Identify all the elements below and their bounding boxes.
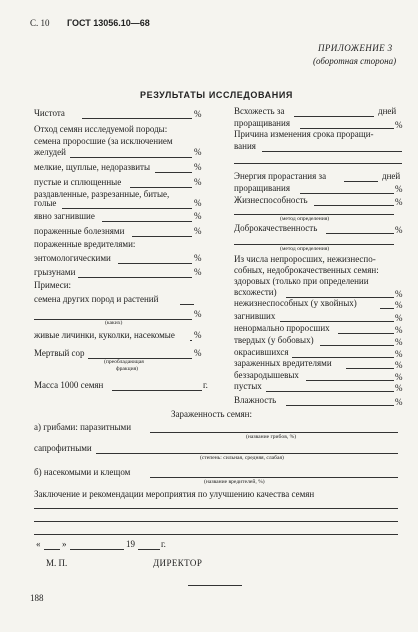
conclusion-line-1[interactable] (34, 508, 398, 509)
conclusion-line-3[interactable] (34, 534, 398, 535)
humidity-label: Влажность (234, 395, 277, 405)
rodents-line[interactable] (78, 277, 192, 278)
pct: % (395, 383, 403, 393)
grams: г. (203, 380, 208, 390)
viability-label: Жизнеспособность (234, 195, 308, 205)
pct: % (194, 211, 202, 221)
hard-label: твердых (у бобовых) (234, 335, 314, 345)
gost-number: ГОСТ 13056.10—68 (67, 18, 150, 28)
acorns-line[interactable] (70, 157, 192, 158)
entomo-label: энтомологическими (34, 253, 111, 263)
insects-label: живые личинки, куколки, насекомые (34, 330, 175, 340)
appendix-subtitle: (оборотная сторона) (313, 56, 397, 66)
conclusion-label: Заключение и рекомендации мероприятия по улучшению качества семян (34, 489, 315, 499)
method-note-2: (метод определения) (280, 246, 330, 252)
date-close-quote: » (62, 539, 67, 549)
germ-days-line[interactable] (294, 116, 374, 117)
abnormal-label: ненормально проросших (234, 323, 330, 333)
waste-title-1: Отход семян исследуемой породы: (34, 124, 168, 134)
mass-label: Масса 1000 семян (34, 380, 104, 390)
waste-title-2: семена проросшие (за исключением (34, 136, 173, 146)
germ-label-1: Всхожесть за (234, 106, 285, 116)
rotted-line[interactable] (280, 321, 394, 322)
pct: % (194, 162, 202, 172)
other-seeds-label: семена других пород и растений (34, 294, 159, 304)
infestation-title: Зараженность семян: (171, 409, 252, 419)
quality-method-line[interactable] (234, 244, 394, 245)
pct: % (395, 360, 403, 370)
pct: % (395, 349, 403, 359)
rodents-label: грызунами (34, 267, 76, 277)
pct: % (194, 198, 202, 208)
reason-line[interactable] (262, 151, 402, 152)
date-year: 19 (126, 539, 135, 549)
purity-line[interactable] (82, 118, 192, 119)
crushed-label-2: голые (34, 198, 57, 208)
days-2: дней (382, 171, 401, 181)
crushed-label-1: раздавленные, разрезанные, битые, (34, 189, 170, 199)
among-3: здоровых (только при определении (234, 276, 369, 286)
date-open-quote: « (36, 539, 41, 549)
pct: % (395, 225, 403, 235)
conclusion-line-2[interactable] (34, 521, 398, 522)
date-year-suffix: г. (161, 539, 166, 549)
entomo-line[interactable] (118, 263, 192, 264)
insects-line[interactable] (190, 340, 192, 341)
rotten-line[interactable] (102, 221, 192, 222)
which-note: (каких) (105, 320, 123, 326)
saprophytic-label: сапрофитными (34, 443, 92, 453)
reason-1: Причина изменения срока проращи- (234, 129, 374, 139)
director-label: ДИРЕКТОР (153, 558, 203, 568)
germ-label-2: проращивания (234, 118, 290, 128)
mass-line[interactable] (112, 390, 202, 391)
seal-label: М. П. (46, 558, 68, 568)
impurities-title: Примеси: (34, 280, 72, 290)
diseased-label: пораженные болезнями (34, 226, 125, 236)
reason-2: вания (234, 141, 256, 151)
energy-days-line[interactable] (344, 181, 378, 182)
document-title: РЕЗУЛЬТАТЫ ИССЛЕДОВАНИЯ (140, 90, 293, 100)
pct: % (194, 330, 202, 340)
pct: % (395, 313, 403, 323)
empty-seeds-label: пустых (234, 381, 262, 391)
fungi-note: (название грибов, %) (246, 434, 297, 440)
energy-line[interactable] (300, 193, 394, 194)
insects-mites-line[interactable] (150, 477, 398, 478)
date-day-line[interactable] (44, 549, 60, 550)
other-seeds-line[interactable] (180, 304, 194, 305)
humidity-line[interactable] (286, 405, 394, 406)
empty-seeds-line[interactable] (266, 391, 394, 392)
pct: % (194, 267, 202, 277)
page-number: 188 (30, 593, 44, 603)
stained-label: окрасившихся (234, 347, 289, 357)
among-1: Из числа непроросших, нежизнеспо- (234, 254, 376, 264)
small-label: мелкие, щуплые, недоразвиты (34, 162, 151, 172)
infested-line[interactable] (346, 368, 394, 369)
pct: % (395, 184, 403, 194)
dead-note-2: фракция) (116, 366, 139, 372)
method-note: (метод определения) (280, 216, 330, 222)
energy-2: проращивания (234, 183, 290, 193)
rotted-label: загнивших (234, 311, 276, 321)
date-month-line[interactable] (70, 549, 124, 550)
pct: % (395, 325, 403, 335)
small-line[interactable] (155, 172, 192, 173)
pct: % (395, 120, 403, 130)
page-header-prefix: С. 10 (30, 18, 50, 28)
quality-label: Доброкачественность (234, 223, 318, 233)
nonviable-label: нежизнеспособных (у хвойных) (234, 298, 357, 308)
viability-line[interactable] (314, 205, 394, 206)
abnormal-line[interactable] (338, 333, 394, 334)
purity-label: Чистота (34, 108, 65, 118)
saprophytic-line[interactable] (96, 453, 398, 454)
waste-title-3: желудей (34, 147, 66, 157)
diseased-line[interactable] (132, 236, 192, 237)
pct: % (194, 177, 202, 187)
hard-line[interactable] (320, 345, 394, 346)
rotten-label: явно загнившие (34, 211, 95, 221)
reason-line-2[interactable] (234, 163, 402, 164)
pests-title: пораженные вредителями: (34, 239, 136, 249)
energy-1: Энергия прорастания за (234, 171, 327, 181)
degree-note: (степень: сильная, средняя, слабая) (200, 455, 284, 461)
pest-note: (название вредителей, %) (204, 479, 265, 485)
nonviable-line[interactable] (380, 308, 394, 309)
pct: % (194, 253, 202, 263)
empty-label: пустые и сплющенные (34, 177, 122, 187)
fungi-label: а) грибами: паразитными (34, 422, 132, 432)
quality-line[interactable] (326, 233, 394, 234)
pct: % (395, 397, 403, 407)
pct: % (194, 147, 202, 157)
among-4: всхожести) (234, 287, 277, 297)
days: дней (378, 106, 397, 116)
pct: % (395, 300, 403, 310)
insects-mites-label: б) насекомыми и клещом (34, 467, 131, 477)
pct: % (194, 309, 202, 319)
pct: % (395, 197, 403, 207)
pct: % (194, 109, 202, 119)
director-signature-line[interactable] (188, 585, 242, 586)
crushed-line[interactable] (62, 208, 192, 209)
empty-line[interactable] (130, 187, 192, 188)
date-year-line[interactable] (138, 549, 160, 550)
embryoless-label: беззародышевых (234, 370, 299, 380)
embryoless-line[interactable] (306, 380, 394, 381)
pct: % (395, 289, 403, 299)
pct: % (395, 337, 403, 347)
viability-method-line[interactable] (234, 214, 394, 215)
pct: % (194, 348, 202, 358)
appendix-title: ПРИЛОЖЕНИЕ 3 (318, 43, 393, 53)
dead-label: Мертвый сор (34, 348, 85, 358)
among-2: собных, недоброкачественных семян: (234, 265, 379, 275)
dead-note-1: (преобладающая (104, 359, 144, 365)
pct: % (395, 372, 403, 382)
pct: % (194, 226, 202, 236)
infested-label: зараженных вредителями (234, 358, 332, 368)
fungi-line[interactable] (150, 432, 398, 433)
